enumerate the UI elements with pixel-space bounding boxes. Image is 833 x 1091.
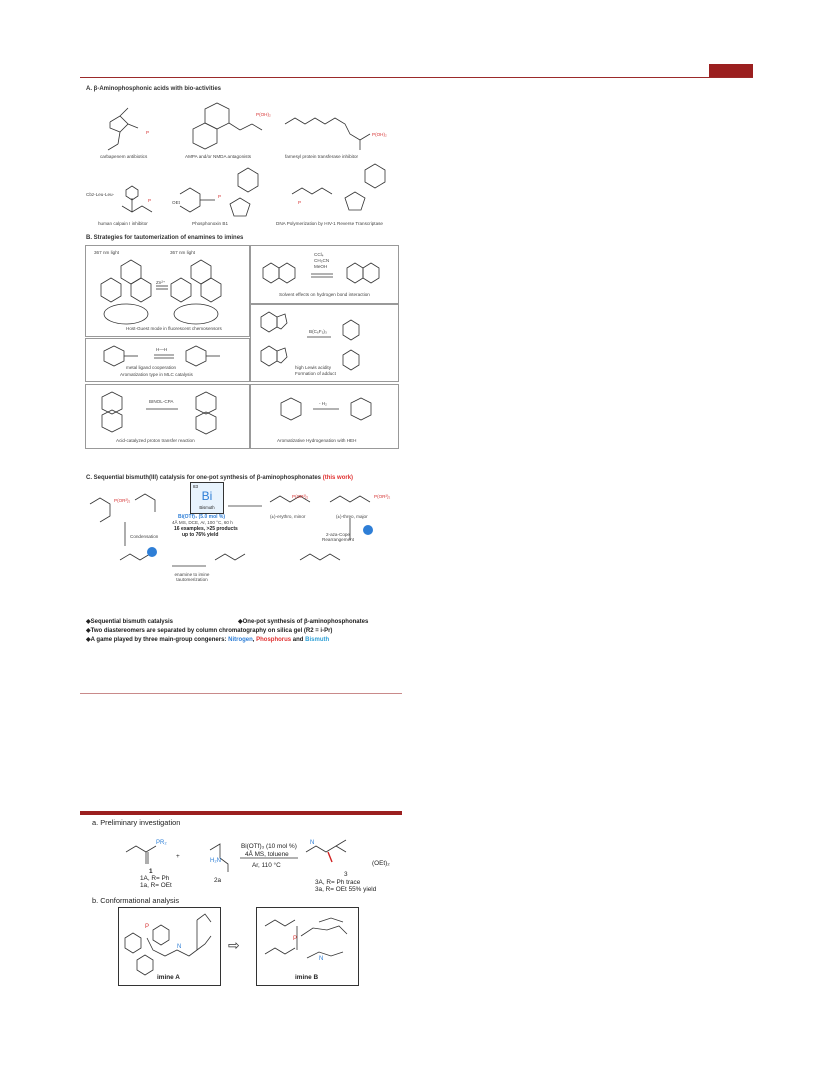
reagent-label: Bi(OTf)₃ (10 mol %) (241, 843, 297, 850)
svg-text:P(OH)₂: P(OH)₂ (256, 112, 271, 117)
bullet-2: ◆One-pot synthesis of β-aminophosphonates (238, 619, 369, 625)
box-lewis (250, 304, 399, 382)
scheme-rule (80, 811, 402, 815)
section-a-title: A. β-Aminophosphonic acids with bio-activities (86, 86, 222, 92)
scheme-b-title: b. Conformational analysis (92, 896, 180, 905)
box-solvent (250, 245, 399, 304)
hh-label: H—H (156, 347, 168, 352)
oet2-label: (OEt)₂ (372, 860, 390, 867)
zn-label: Zn²⁺ (156, 280, 166, 285)
and-word: and (291, 637, 306, 643)
scheme-a-title: a. Preliminary investigation (92, 818, 181, 827)
cmpd-3-label: 3 (344, 871, 348, 878)
svg-text:P: P (293, 936, 298, 942)
box-mlc (85, 338, 250, 382)
box-host-guest (85, 245, 250, 337)
host-guest-structures (86, 246, 249, 336)
caption-ampa: AMPA and/or NMDA antagonists (185, 154, 252, 159)
solvent-meoh: MeOH (314, 264, 328, 269)
box-acid (85, 384, 250, 449)
svg-text:P(OR²)₂: P(OR²)₂ (292, 494, 309, 499)
caption-host-guest: Host-Guest mode in fluorescent chemosensors (126, 326, 222, 331)
dna-structure (292, 164, 385, 210)
farnesyl-structure (285, 118, 370, 150)
oet-label: OEt (172, 200, 180, 205)
binol-label: BINOL-CPA (149, 399, 174, 404)
solvent-ch3cn: CH₃CN (314, 258, 330, 263)
caption-carbapenem: carbapenem antibiotics (100, 154, 148, 159)
result-3a: 3a, R= OEt 55% yield (315, 886, 377, 893)
catalyst-label: Bi(OTf)₃ (5.0 mol %) (178, 514, 226, 520)
svg-text:P: P (148, 198, 152, 203)
caption-solvent: Solvent effects on hydrogen bond interaction (279, 292, 370, 297)
yield-label: up to 76% yield (182, 532, 219, 538)
header-rule (80, 77, 753, 78)
caption-acid: Acid-catalyzed proton transfer reaction (116, 438, 195, 443)
caption-mlc-2: Aromatization type in MLC catalysis (120, 372, 193, 377)
carbapenem-structure (108, 108, 138, 150)
condensation-label: Condensation (130, 534, 159, 539)
solvent-ccl4: CCl₄ (314, 252, 324, 257)
svg-text:N: N (177, 944, 182, 950)
imine-b-box (256, 907, 359, 986)
bullet-4-prefix: A game played by three main-group congeners: (90, 637, 229, 643)
examples-label: 16 examples, >25 products (174, 526, 238, 532)
svg-text:P(OR²)₂: P(OR²)₂ (374, 494, 391, 499)
svg-text:P(OR²)₂: P(OR²)₂ (114, 498, 131, 503)
arrow-icon: ⇨ (228, 937, 240, 953)
result-3A: 3A, R= Ph trace (315, 879, 361, 886)
caption-lewis-1: high Lewis acidity (295, 365, 332, 370)
cmpd-2a-label: 2a (214, 877, 222, 884)
bi-symbol: Bi (201, 489, 213, 503)
imine-a-label: imine A (157, 974, 180, 981)
bismuth-word: Bismuth (305, 637, 330, 643)
bullet-4: ◆A game played by three main-group congeners: Nitrogen, Phosphorus and Bismuth (86, 637, 330, 643)
light-label-2: 367 nm light (170, 250, 196, 255)
svg-text:P: P (218, 194, 222, 199)
caption-heh: Aromatizative Hydrogenation with HEH (277, 438, 357, 443)
figure-1 (80, 82, 402, 682)
cmpd-1-label: 1 (149, 868, 153, 875)
section-b-title: B. Strategies for tautomerization of enamines to imines (86, 235, 244, 241)
borane-label: B(C₆F₅)₃ (309, 329, 327, 334)
bi-number: 83 (193, 484, 199, 489)
conditions-label: 4Å MS, DCE, Ar, 100 °C, 60 h (172, 520, 233, 525)
caption-farnesyl: farnesyl protein transferase inhibitor (285, 154, 359, 159)
svg-text:N: N (319, 956, 324, 962)
bullet-1-text: Sequential bismuth catalysis (90, 619, 173, 625)
bullet-2-text: One-pot synthesis of β-aminophosphonates (242, 619, 369, 625)
imine-b-label: imine B (295, 974, 319, 981)
box-heh (250, 384, 399, 449)
plus-sign: + (176, 853, 180, 860)
section-c-title (86, 475, 353, 481)
caption-calpain: human calpain I inhibitor (98, 221, 148, 226)
bi-name: Bismuth (199, 505, 215, 510)
svg-text:P: P (146, 130, 150, 135)
light-label-1: 367 nm light (94, 250, 120, 255)
conditions-2-label: Ar, 110 °C (252, 862, 281, 869)
section-rule (80, 693, 402, 694)
aza-cope-label: 2-aza-Cope Rearrangement (322, 532, 354, 542)
minor-label: (±)-erythro, minor (270, 514, 306, 519)
section-c-title-text: C. Sequential bismuth(III) catalysis for one-pot synthesis of β-aminophosphonates (86, 475, 322, 481)
caption-lewis-2: Formation of adduct (295, 371, 336, 376)
svg-text:H₂N: H₂N (210, 858, 221, 864)
bullet-3-text: Two diastereomers are separated by column chromatography on silica gel (R2 = i-Pr) (90, 628, 333, 634)
cmpd-1a-label: 1a, R= OEt (140, 882, 172, 889)
caption-dna: DNA Polymerization by HIV-1 Reverse Transcriptase (276, 221, 383, 226)
svg-text:P: P (145, 924, 150, 930)
page-tab (709, 64, 753, 77)
phosphorus-word: Phosphorus (256, 637, 292, 643)
svg-text:P: P (298, 200, 302, 205)
enamine-label: enamine to imine tautomerization (174, 572, 210, 582)
bullet-3: ◆Two diastereomers are separated by column chromatography on silica gel (R2 = i-Pr) (86, 628, 333, 634)
imine-a-box (118, 907, 221, 986)
ampa-structure (193, 103, 262, 149)
nitrogen-word: Nitrogen (228, 637, 253, 643)
caption-phosphonoxin: Phosphonoxin B1 (192, 221, 229, 226)
cmpd-1A-label: 1A, R= Ph (140, 875, 170, 882)
caption-mlc-1: metal ligand cooperation (126, 365, 177, 370)
minus-h2-label: - H₂ (319, 401, 327, 406)
pr2-label: PR₂ (156, 840, 167, 846)
phosphonoxin-structure (180, 168, 258, 216)
bullet-1: ◆Sequential bismuth catalysis (86, 619, 173, 625)
peptide-label: Cbz-Leu-Leu- (86, 192, 115, 197)
major-label: (±)-threo, major (336, 514, 368, 519)
comma-word: , (252, 637, 257, 643)
svg-text:P(OH)₂: P(OH)₂ (372, 132, 387, 137)
conditions-1-label: 4Å MS, toluene (245, 851, 289, 858)
section-c-title-highlight: (this work) (322, 475, 354, 481)
svg-text:N: N (310, 840, 315, 846)
